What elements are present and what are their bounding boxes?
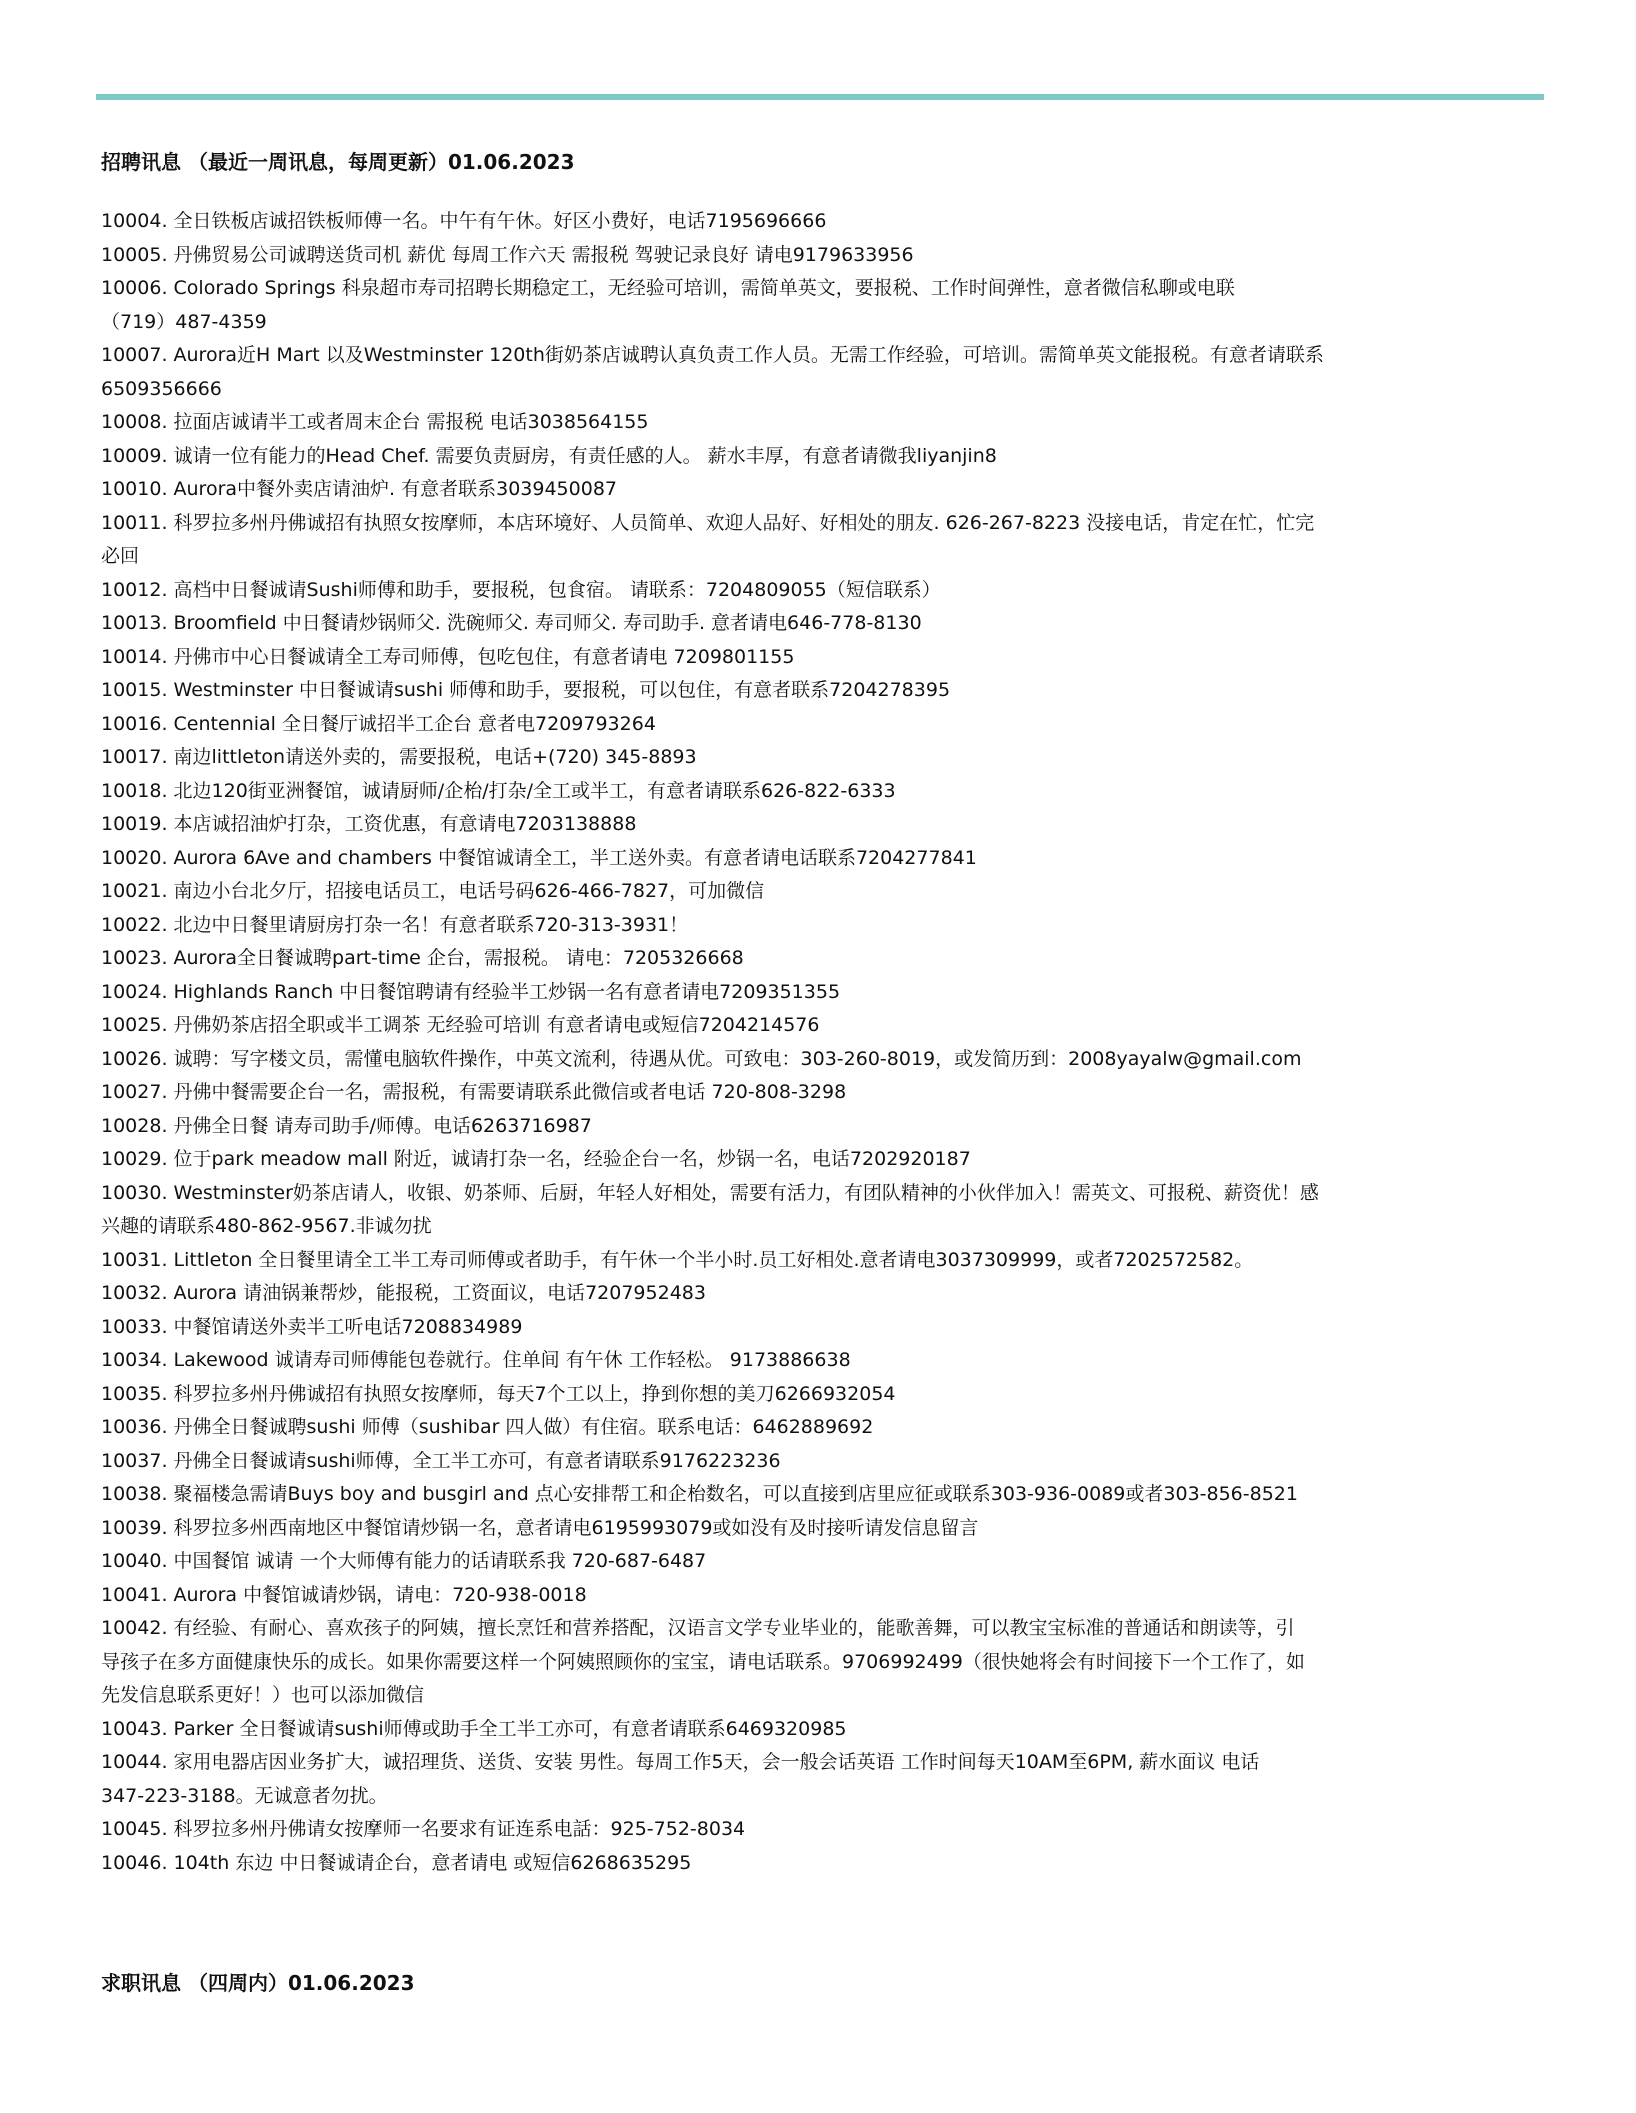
listing-item: 10015. Westminster 中日餐诚请sushi 师傅和助手，要报税，可以包住，有意者联系7204278395	[101, 679, 951, 701]
job-seeking-section-heading: 求职讯息 （四周内）01.06.2023	[101, 1971, 415, 1995]
listing-item: 10041. Aurora 中餐馆诚请炒锅，请电：720-938-0018	[101, 1583, 587, 1606]
listing-item: 10014. 丹佛市中心日餐诚请全工寿司师傅，包吃包住，有意者请电 7209801155	[101, 645, 795, 668]
top-divider-rule	[96, 94, 1544, 100]
listing-item: 10040. 中国餐馆 诚请 一个大师傅有能力的话请联系我 720-687-6487	[101, 1550, 707, 1572]
listing-item: 10010. Aurora中餐外卖店请油炉. 有意者联系3039450087	[101, 478, 617, 500]
listing-item: 10025. 丹佛奶茶店招全职或半工调茶 无经验可培训 有意者请电或短信7204214576	[101, 1014, 820, 1036]
listing-item: 10030. Westminster奶茶店请人，收银、奶茶师、后厨，年轻人好相处，需要有活力，有团队精神的小伙伴加入！需英文、可报税、薪资优！感 兴趣的请联系480-862-9567.非诚勿扰	[101, 1181, 1319, 1237]
listing-item: 10036. 丹佛全日餐诚聘sushi 师傅（sushibar 四人做）有住宿。联系电话：6462889692	[101, 1416, 874, 1438]
listing-item: 10028. 丹佛全日餐 请寿司助手/师傅。电话6263716987	[101, 1114, 592, 1137]
hiring-listing-list	[101, 205, 1521, 1880]
listing-item: 10037. 丹佛全日餐诚请sushi师傅，全工半工亦可，有意者请联系9176223236	[101, 1449, 781, 1472]
listing-item: 10008. 拉面店诚请半工或者周末企台 需报税 电话3038564155	[101, 411, 649, 433]
listing-item: 10013. Broomfield 中日餐请炒锅师父. 洗碗师父. 寿司师父. 寿司助手. 意者请电646-778-8130	[101, 612, 922, 634]
listing-item: 10043. Parker 全日餐诚请sushi师傅或助手全工半工亦可，有意者请联系6469320985	[101, 1717, 847, 1740]
listing-item: 10024. Highlands Ranch 中日餐馆聘请有经验半工炒锅一名有意者请电7209351355	[101, 980, 841, 1003]
listing-item: 10016. Centennial 全日餐厅诚招半工企台 意者电7209793264	[101, 712, 656, 735]
listing-item: 10029. 位于park meadow mall 附近，诚请打杂一名，经验企台一名，炒锅一名，电话7202920187	[101, 1148, 971, 1170]
listing-item: 10031. Littleton 全日餐里请全工半工寿司师傅或者助手，有午休一个半小时.员工好相处.意者请电3037309999，或者7202572582。	[101, 1248, 1254, 1271]
listing-item: 10019. 本店诚招油炉打杂，工资优惠，有意请电7203138888	[101, 813, 637, 835]
listing-item: 10017. 南边littleton请送外卖的，需要报税，电话+(720) 345-8893	[101, 746, 697, 768]
listing-item: 10046. 104th 东边 中日餐诚请企台，意者请电 或短信6268635295	[101, 1851, 692, 1874]
listing-item: 10045. 科罗拉多州丹佛请女按摩师一名要求有证连系电話：925-752-8034	[101, 1818, 746, 1840]
listing-item: 10011. 科罗拉多州丹佛诚招有执照女按摩师，本店环境好、人员简单、欢迎人品好、好相处的朋友. 626-267-8223 没接电话，肯定在忙，忙完 必回	[101, 511, 1315, 567]
listing-item: 10007. Aurora近H Mart 以及Westminster 120th街奶茶店诚聘认真负责工作人员。无需工作经验，可培训。需简单英文能报税。有意者请联系 6509356666	[101, 344, 1324, 400]
listing-item: 10042. 有经验、有耐心、喜欢孩子的阿姨，擅长烹饪和营养搭配，汉语言文学专业毕业的，能歌善舞，可以教宝宝标准的普通话和朗读等，引 导孩子在多方面健康快乐的成长。如果你需要这样一个阿姨照顾你的宝宝，请电话联系。9706992499（很快她将会有时间接下一个工作了，如 先发信息联系更好！）也可以添加微信	[101, 1617, 1305, 1706]
listing-item: 10023. Aurora全日餐诚聘part-time 企台，需报税。 请电：7205326668	[101, 947, 744, 969]
hiring-section-heading: 招聘讯息 （最近一周讯息，每周更新）01.06.2023	[101, 150, 575, 174]
listing-item: 10009. 诚请一位有能力的Head Chef. 需要负责厨房，有责任感的人。 薪水丰厚，有意者请微我liyanjin8	[101, 444, 997, 467]
listing-item: 10039. 科罗拉多州西南地区中餐馆请炒锅一名，意者请电6195993079或如没有及时接听请发信息留言	[101, 1516, 979, 1539]
listing-item: 10032. Aurora 请油锅兼帮炒，能报税，工资面议，电话7207952483	[101, 1282, 706, 1304]
listing-item: 10004. 全日铁板店诚招铁板师傅一名。中午有午休。好区小费好，电话7195696666	[101, 210, 827, 232]
listing-item: 10012. 高档中日餐诚请Sushi师傅和助手，要报税，包食宿。 请联系：7204809055（短信联系）	[101, 578, 941, 601]
listing-item: 10027. 丹佛中餐需要企台一名，需报税，有需要请联系此微信或者电话 720-808-3298	[101, 1081, 847, 1103]
listing-item: 10044. 家用电器店因业务扩大，诚招理货、送货、安装 男性。每周工作5天，会一般会话英语 工作时间每天10AM至6PM, 薪水面议 电话 347-223-3188。无诚意者勿扰。	[101, 1751, 1260, 1807]
listing-item: 10021. 南边小台北夕厅，招接电话员工，电话号码626-466-7827，可加微信	[101, 880, 765, 902]
listing-item: 10006. Colorado Springs 科泉超市寿司招聘长期稳定工，无经验可培训，需简单英文，要报税、工作时间弹性，意者微信私聊或电联 （719）487-4359	[101, 277, 1235, 333]
listing-item: 10026. 诚聘：写字楼文员，需懂电脑软件操作，中英文流利，待遇从优。可致电：303-260-8019，或发简历到：2008yayalw@gmail.com	[101, 1047, 1302, 1070]
listing-item: 10035. 科罗拉多州丹佛诚招有执照女按摩师，每天7个工以上，挣到你想的美刀6266932054	[101, 1382, 896, 1405]
listing-item: 10020. Aurora 6Ave and chambers 中餐馆诚请全工，半工送外卖。有意者请电话联系7204277841	[101, 846, 977, 869]
listing-item: 10022. 北边中日餐里请厨房打杂一名！有意者联系720-313-3931！	[101, 913, 689, 936]
listing-item: 10034. Lakewood 诚请寿司师傅能包卷就行。住单间 有午休 工作轻松。 9173886638	[101, 1349, 851, 1371]
listing-item: 10005. 丹佛贸易公司诚聘送货司机 薪优 每周工作六天 需报税 驾驶记录良好 请电9179633956	[101, 243, 914, 266]
listing-item: 10018. 北边120街亚洲餐馆，诚请厨师/企枱/打杂/全工或半工，有意者请联系626-822-6333	[101, 779, 896, 802]
listing-item: 10038. 聚福楼急需请Buys boy and busgirl and 点心安排帮工和企枱数名，可以直接到店里应征或联系303-936-0089或者303-856-8521	[101, 1483, 1298, 1505]
listing-item: 10033. 中餐馆请送外卖半工听电话7208834989	[101, 1315, 523, 1338]
